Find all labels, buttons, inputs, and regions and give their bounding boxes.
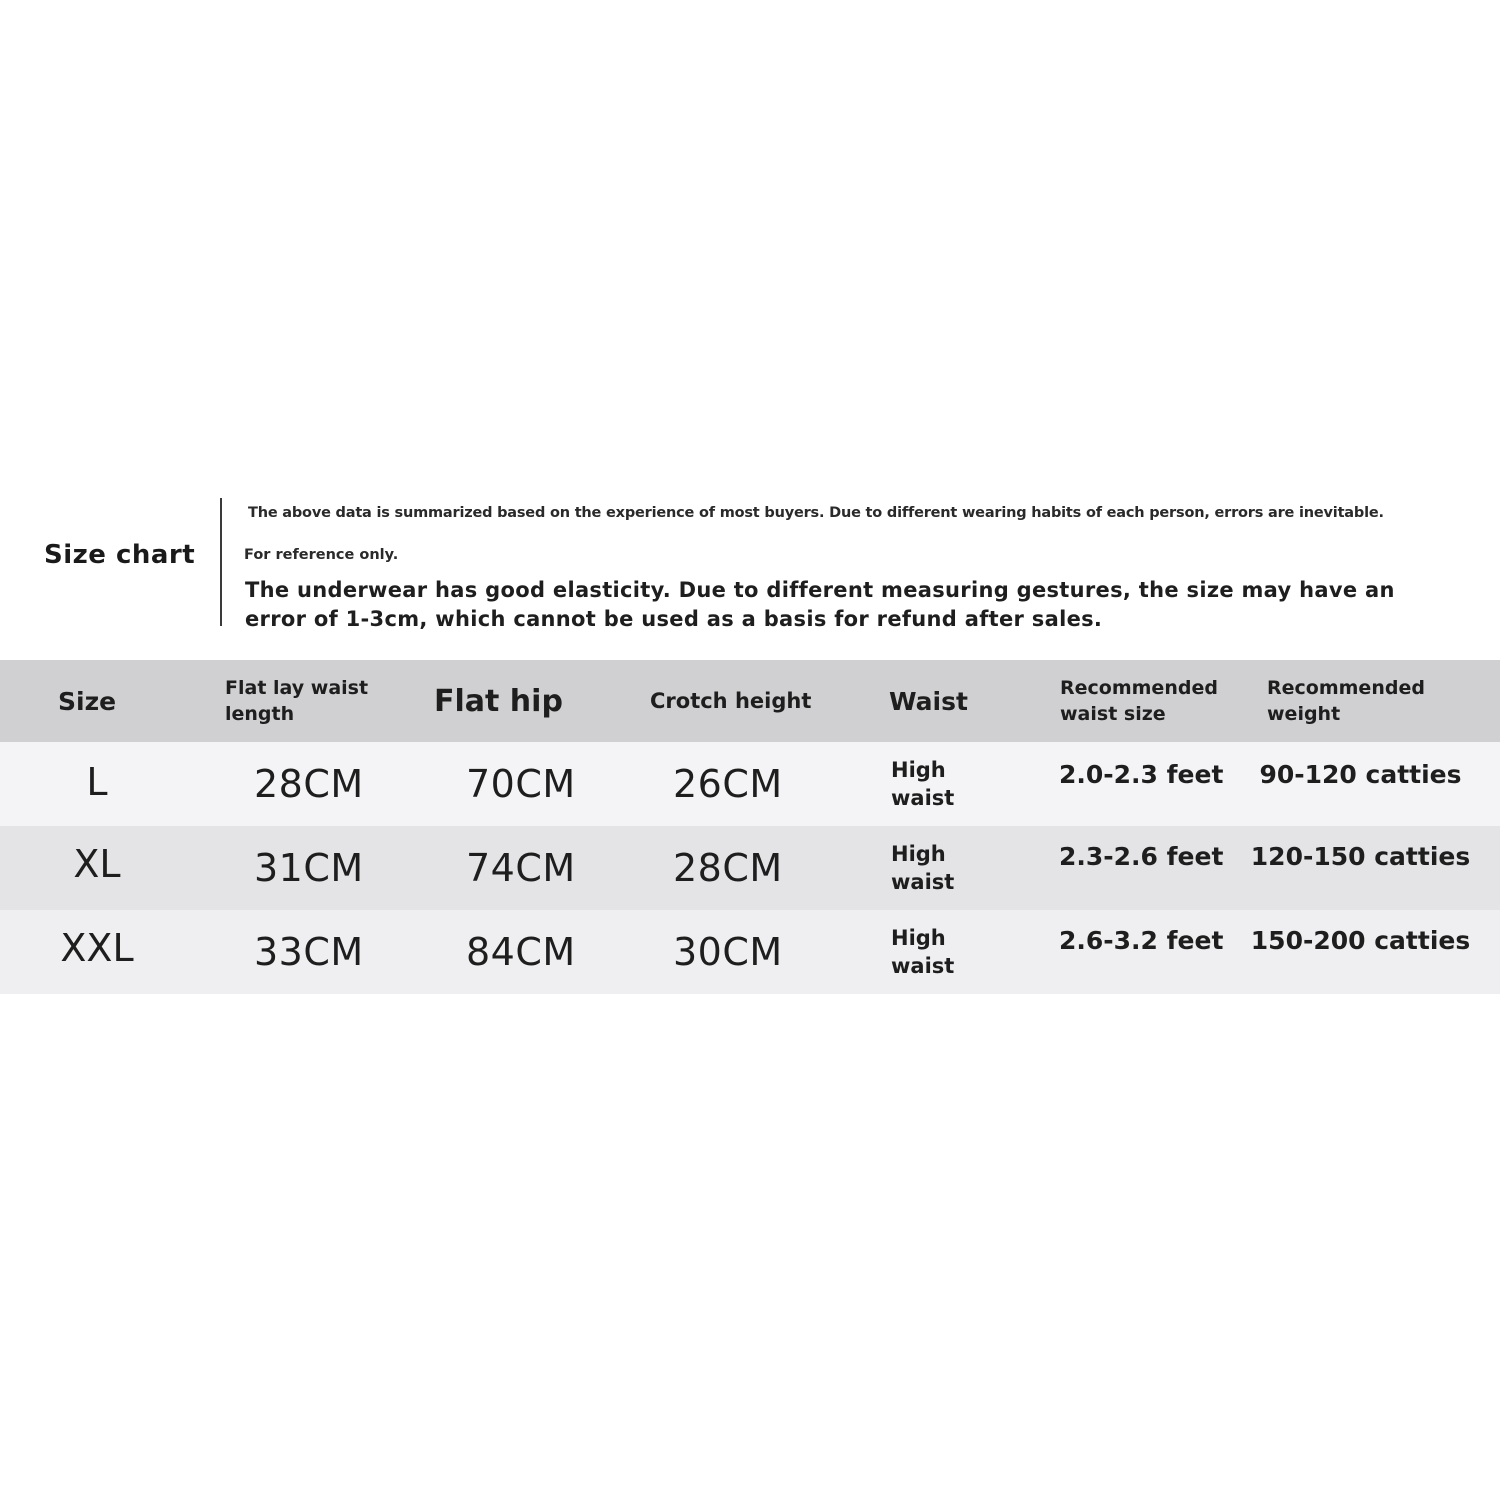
cell-crotch-height: 28CM [673,846,783,890]
header-recommended-weight: Recommended weight [1267,677,1425,725]
header-crotch-height: Crotch height [650,689,812,713]
cell-recommended-weight: 90-120 catties [1259,760,1462,789]
size-table [0,660,1500,994]
cell-recommended-weight: 120-150 catties [1250,842,1471,871]
header-waist: Waist [889,686,968,716]
header-flat-hip: Flat hip [434,683,563,719]
table-row [0,826,1500,910]
cell-crotch-height: 26CM [673,762,783,806]
cell-flat-lay-waist-length: 33CM [254,930,364,974]
cell-waist: High waist [891,926,955,978]
page-title: Size chart [44,540,196,570]
header-recommended-waist-size: Recommended waist size [1060,677,1218,725]
vertical-divider [220,498,222,626]
cell-size: XL [73,842,121,886]
cell-waist: High waist [891,758,955,810]
header-size: Size [58,686,117,716]
cell-flat-lay-waist-length: 31CM [254,846,364,890]
cell-size: XXL [60,926,134,970]
table-header-row [0,660,1500,742]
cell-flat-hip: 84CM [466,930,576,974]
note-elasticity: The underwear has good elasticity. Due to different measuring gestures, the size may have an error of 1-3cm, which cannot be used as a basis for refund after sales. [245,578,1395,631]
table-row [0,742,1500,826]
table-row [0,910,1500,994]
cell-recommended-waist-size: 2.6-3.2 feet [1059,926,1224,955]
cell-flat-hip: 70CM [466,762,576,806]
cell-size: L [86,760,108,804]
cell-recommended-waist-size: 2.0-2.3 feet [1059,760,1224,789]
cell-flat-lay-waist-length: 28CM [254,762,364,806]
cell-recommended-weight: 150-200 catties [1250,926,1471,955]
cell-flat-hip: 74CM [466,846,576,890]
cell-waist: High waist [891,842,955,894]
header-flat-lay-waist-length: Flat lay waist length [225,677,369,725]
cell-crotch-height: 30CM [673,930,783,974]
cell-recommended-waist-size: 2.3-2.6 feet [1059,842,1224,871]
note-reference: For reference only. [244,547,399,563]
note-summary: The above data is summarized based on the experience of most buyers. Due to different wearing habits of each person, errors are inevitable. [248,505,1384,521]
